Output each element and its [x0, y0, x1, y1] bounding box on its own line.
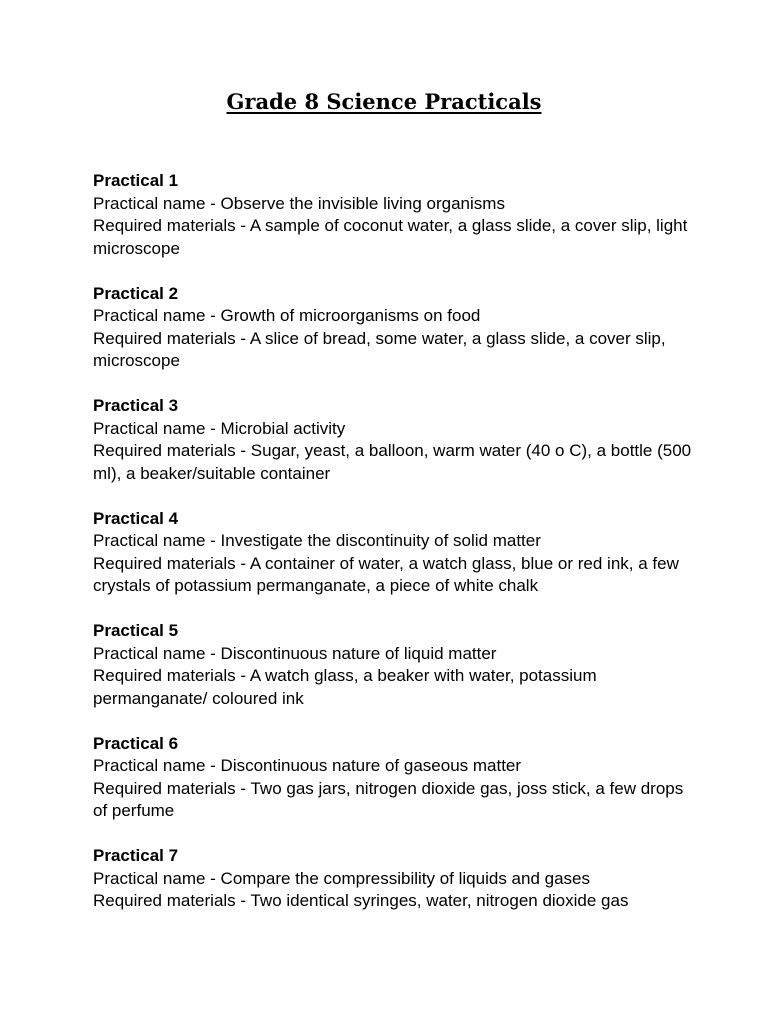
- required-materials: Required materials - Two gas jars, nitrogen dioxide gas, joss stick, a few drops of perfume: [93, 778, 684, 820]
- practical-heading: Practical 5: [93, 621, 179, 640]
- practical-1: [93, 170, 693, 260]
- practical-name: Practical name - Compare the compressibility of liquids and gases: [93, 868, 591, 888]
- required-materials: Required materials - Sugar, yeast, a balloon, warm water (40 o C), a bottle (500 ml), a beaker/suitable container: [93, 441, 692, 483]
- practical-5: [93, 620, 693, 710]
- practicals-list: [93, 170, 693, 935]
- practical-name: Practical name - Observe the invisible living organisms: [93, 193, 505, 213]
- practical-heading: Practical 1: [93, 171, 179, 190]
- practical-name: Practical name - Discontinuous nature of liquid matter: [93, 643, 497, 663]
- practical-heading: Practical 7: [93, 846, 179, 865]
- practical-heading: Practical 6: [93, 733, 179, 753]
- practical-heading: Practical 4: [93, 508, 179, 528]
- practical-2: [93, 283, 693, 373]
- required-materials: Required materials - Two identical syringes, water, nitrogen dioxide gas: [93, 891, 629, 910]
- practical-name: Practical name - Microbial activity: [93, 418, 346, 438]
- practical-name: Practical name - Investigate the discontinuity of solid matter: [93, 531, 541, 550]
- practical-7: [93, 845, 693, 913]
- practical-name: Practical name - Discontinuous nature of gaseous matter: [93, 756, 522, 775]
- required-materials: Required materials - A sample of coconut water, a glass slide, a cover slip, light microscope: [93, 216, 688, 258]
- practical-6: [93, 733, 693, 823]
- page-title: Grade 8 Science Practicals: [226, 89, 542, 114]
- practical-3: [93, 395, 693, 485]
- practical-name: Practical name - Growth of microorganisms on food: [93, 306, 481, 325]
- required-materials: Required materials - A watch glass, a beaker with water, potassium permanganate/ coloured ink: [93, 666, 597, 708]
- practical-heading: Practical 3: [93, 396, 179, 415]
- required-materials: Required materials - A slice of bread, some water, a glass slide, a cover slip, microscope: [93, 328, 666, 370]
- required-materials: Required materials - A container of water, a watch glass, blue or red ink, a few crystals of potassium permanganate, a piece of white chalk: [93, 553, 679, 595]
- practical-heading: Practical 2: [93, 283, 179, 303]
- practical-4: [93, 508, 693, 598]
